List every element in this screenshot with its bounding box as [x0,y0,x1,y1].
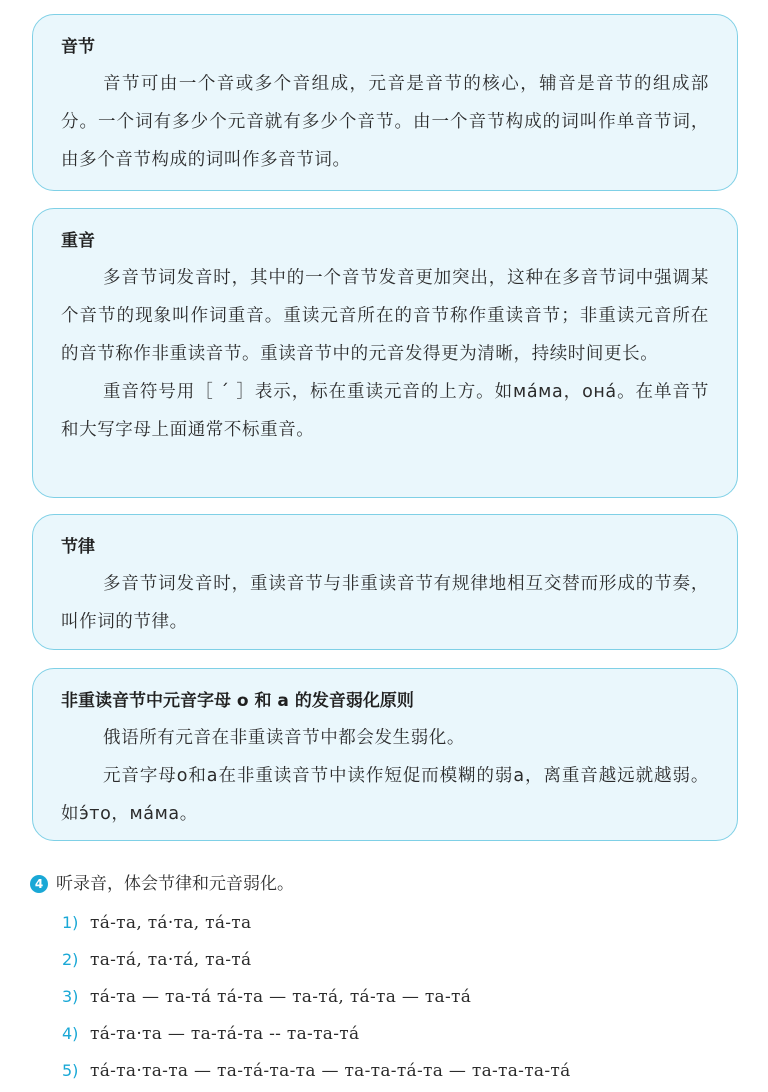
box-title: 节律 [61,537,95,557]
exercise-item-text: та́-та — та-та́ та́-та — та-та́, та́-та — та-та́ [90,986,472,1007]
exercise-item-number: 1) [62,913,79,932]
exercise-item-number: 4) [62,1024,79,1043]
box-paragraph: 元音字母o和a在非重读音节中读作短促而模糊的弱a，离重音越远就越弱。如э́то，ма́ма。 [61,766,709,824]
box-paragraph: 多音节词发音时，其中的一个音节发音更加突出，这种在多音节词中强调某个音节的现象叫作词重音。重读元音所在的音节称作重读音节；非重读元音所在的音节称作非重读音节。重读音节中的元音发得更为清晰，持续时间更长。 [61,268,709,364]
exercise-item-text: та́-та·та-та — та-та́-та-та — та-та-та́-та — та-та-та-та́ [90,1060,571,1081]
info-box-stress [32,208,738,498]
exercise-item [62,978,571,1015]
exercise-instruction: 听录音，体会节律和元音弱化。 [56,874,294,894]
box-paragraph: 多音节词发音时，重读音节与非重读音节有规律地相互交替而形成的节奏，叫作词的节律。 [61,574,709,632]
exercise-item [62,904,571,941]
box-paragraph: 音节可由一个音或多个音组成，元音是音节的核心，辅音是音节的组成部分。一个词有多少个元音就有多少个音节。由一个音节构成的词叫作单音节词，由多个音节构成的词叫作多音节词。 [61,74,709,170]
exercise-item-number: 3) [62,987,79,1006]
exercise-item-number: 2) [62,950,79,969]
info-box-rhythm [32,514,738,650]
box-title: 重音 [61,231,95,251]
exercise-item [62,941,571,978]
exercise-item-text: та-та́, та·та́, та-та́ [90,949,252,970]
exercise-header [30,870,294,898]
box-paragraph: 重音符号用［ ˊ ］表示，标在重读元音的上方。如ма́ма，она́。在单音节和大写字母上面通常不标重音。 [61,382,709,440]
exercise-list [62,904,571,1089]
exercise-item-text: та́-та, та́·та, та́-та [90,912,252,933]
info-box-syllable [32,14,738,191]
exercise-item-number: 5) [62,1061,79,1080]
box-title: 非重读音节中元音字母 o 和 a 的发音弱化原则 [61,691,414,711]
exercise-item [62,1015,571,1052]
box-paragraph: 俄语所有元音在非重读音节中都会发生弱化。 [103,728,465,748]
exercise-number-badge: 4 [30,875,48,893]
box-title: 音节 [61,37,95,57]
info-box-vowel-reduction [32,668,738,841]
exercise-item [62,1052,571,1089]
exercise-item-text: та́-та·та — та-та́-та -- та-та-та́ [90,1023,360,1044]
